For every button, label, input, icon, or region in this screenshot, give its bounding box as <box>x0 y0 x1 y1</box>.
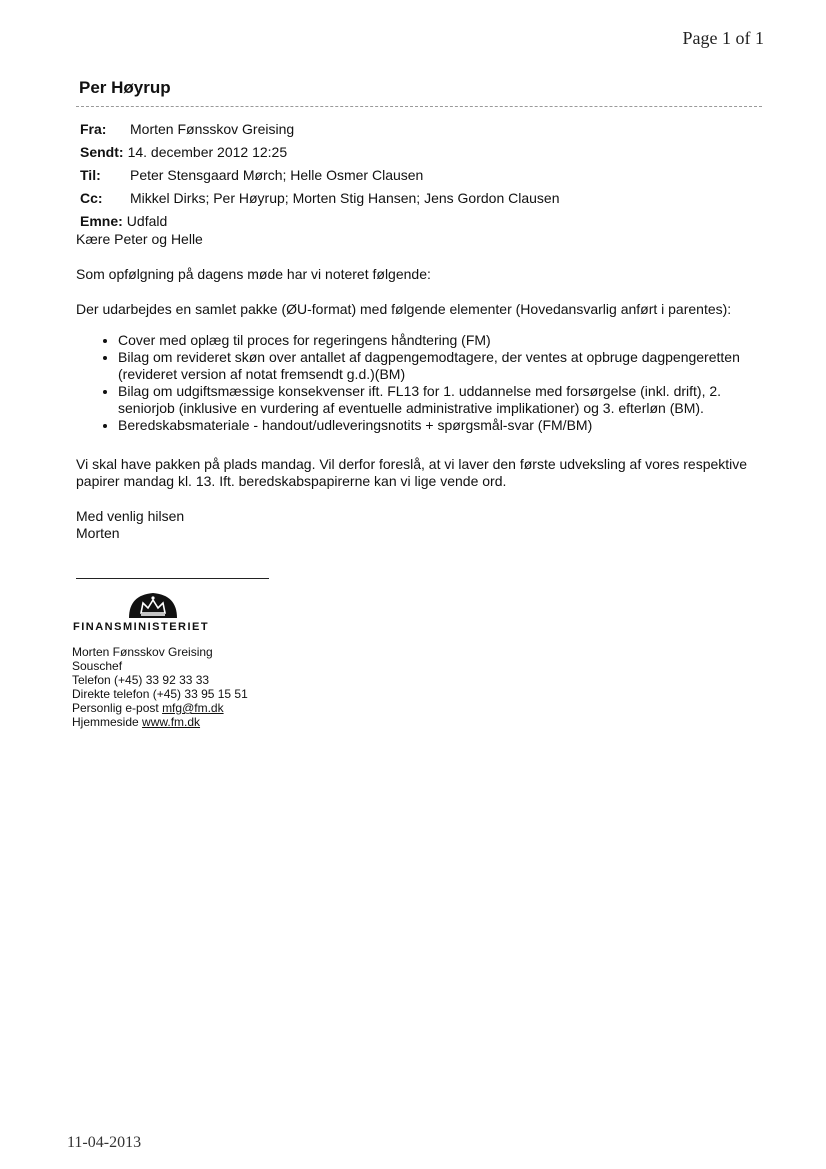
signature-direct-phone: Direkte telefon (+45) 33 95 15 51 <box>72 687 248 701</box>
mailbox-owner-name: Per Høyrup <box>79 78 171 97</box>
list-item: • Beredskabsmateriale - handout/udleveringsnotits + spørgsmål-svar (FM/BM) <box>118 417 756 434</box>
list-item: • Bilag om udgiftsmæssige konsekvenser ift. FL13 for 1. uddannelse med forsørgelse (inkl. drift), 2. seniorjob (inklusive en vurdering af eventuelle administrative implikationer) og 3. efterløn (BM). <box>118 383 756 417</box>
signature-email-link[interactable]: mfg@fm.dk <box>162 701 224 715</box>
page-number: Page 1 of 1 <box>682 28 764 48</box>
crown-icon <box>127 591 179 619</box>
closing-paragraph: Vi skal have pakken på plads mandag. Vil derfor foreslå, at vi laver den første udveksling af vores respektive papirer mandag kl. 13. Ift. beredskabspapirerne kan vi lige vende ord. <box>76 456 748 489</box>
package-paragraph: Der udarbejdes en samlet pakke (ØU-format) med følgende elementer (Hovedansvarlig anført i parentes): <box>76 301 732 317</box>
sent-label: Sendt: <box>80 144 124 160</box>
ministry-name: FINANSMINISTERIET <box>73 621 210 633</box>
header-separator <box>76 106 762 107</box>
list-item: • Bilag om revideret skøn over antallet af dagpengemodtagere, der ventes at opbruge dagpengeretten (revideret version af notat fremsendt g.d.)(BM) <box>118 349 756 383</box>
email-header-block <box>80 118 560 233</box>
signature-title: Souschef <box>72 659 123 673</box>
signature-name: Morten Fønsskov Greising <box>72 645 213 659</box>
subject-value: Udfald <box>126 213 168 229</box>
signature-phone: Telefon (+45) 33 92 33 33 <box>72 673 210 687</box>
signature-email-label: Personlig e-post <box>72 701 159 715</box>
element-list <box>76 332 756 434</box>
from-label: Fra: <box>80 121 107 137</box>
signoff: Med venlig hilsen <box>76 508 185 524</box>
to-label: Til: <box>80 167 101 183</box>
subject-label: Emne: <box>80 213 123 229</box>
signature-divider <box>76 578 269 579</box>
sent-value: 14. december 2012 12:25 <box>127 144 288 160</box>
signature-website-link[interactable]: www.fm.dk <box>142 715 201 729</box>
to-value: Peter Stensgaard Mørch; Helle Osmer Clausen <box>130 167 424 183</box>
cc-value: Mikkel Dirks; Per Høyrup; Morten Stig Hansen; Jens Gordon Clausen <box>130 190 560 206</box>
to-row <box>80 164 560 187</box>
signoff-name: Morten <box>76 525 120 541</box>
signature-website-row <box>72 715 248 729</box>
email-body <box>76 231 756 542</box>
list-item: • Cover med oplæg til proces for regeringens håndtering (FM) <box>118 332 756 349</box>
stamp-date: 11-04-2013 <box>67 1134 142 1151</box>
sent-row <box>80 141 560 164</box>
from-row <box>80 118 560 141</box>
from-value: Morten Fønsskov Greising <box>130 121 295 137</box>
signature-website-label: Hjemmeside <box>72 715 139 729</box>
subject-row <box>80 210 560 233</box>
cc-label: Cc: <box>80 190 103 206</box>
intro-paragraph: Som opfølgning på dagens møde har vi noteret følgende: <box>76 266 431 282</box>
signature-email-row <box>72 701 248 715</box>
cc-row <box>80 187 560 210</box>
greeting: Kære Peter og Helle <box>76 231 203 247</box>
signature-block <box>72 645 248 729</box>
